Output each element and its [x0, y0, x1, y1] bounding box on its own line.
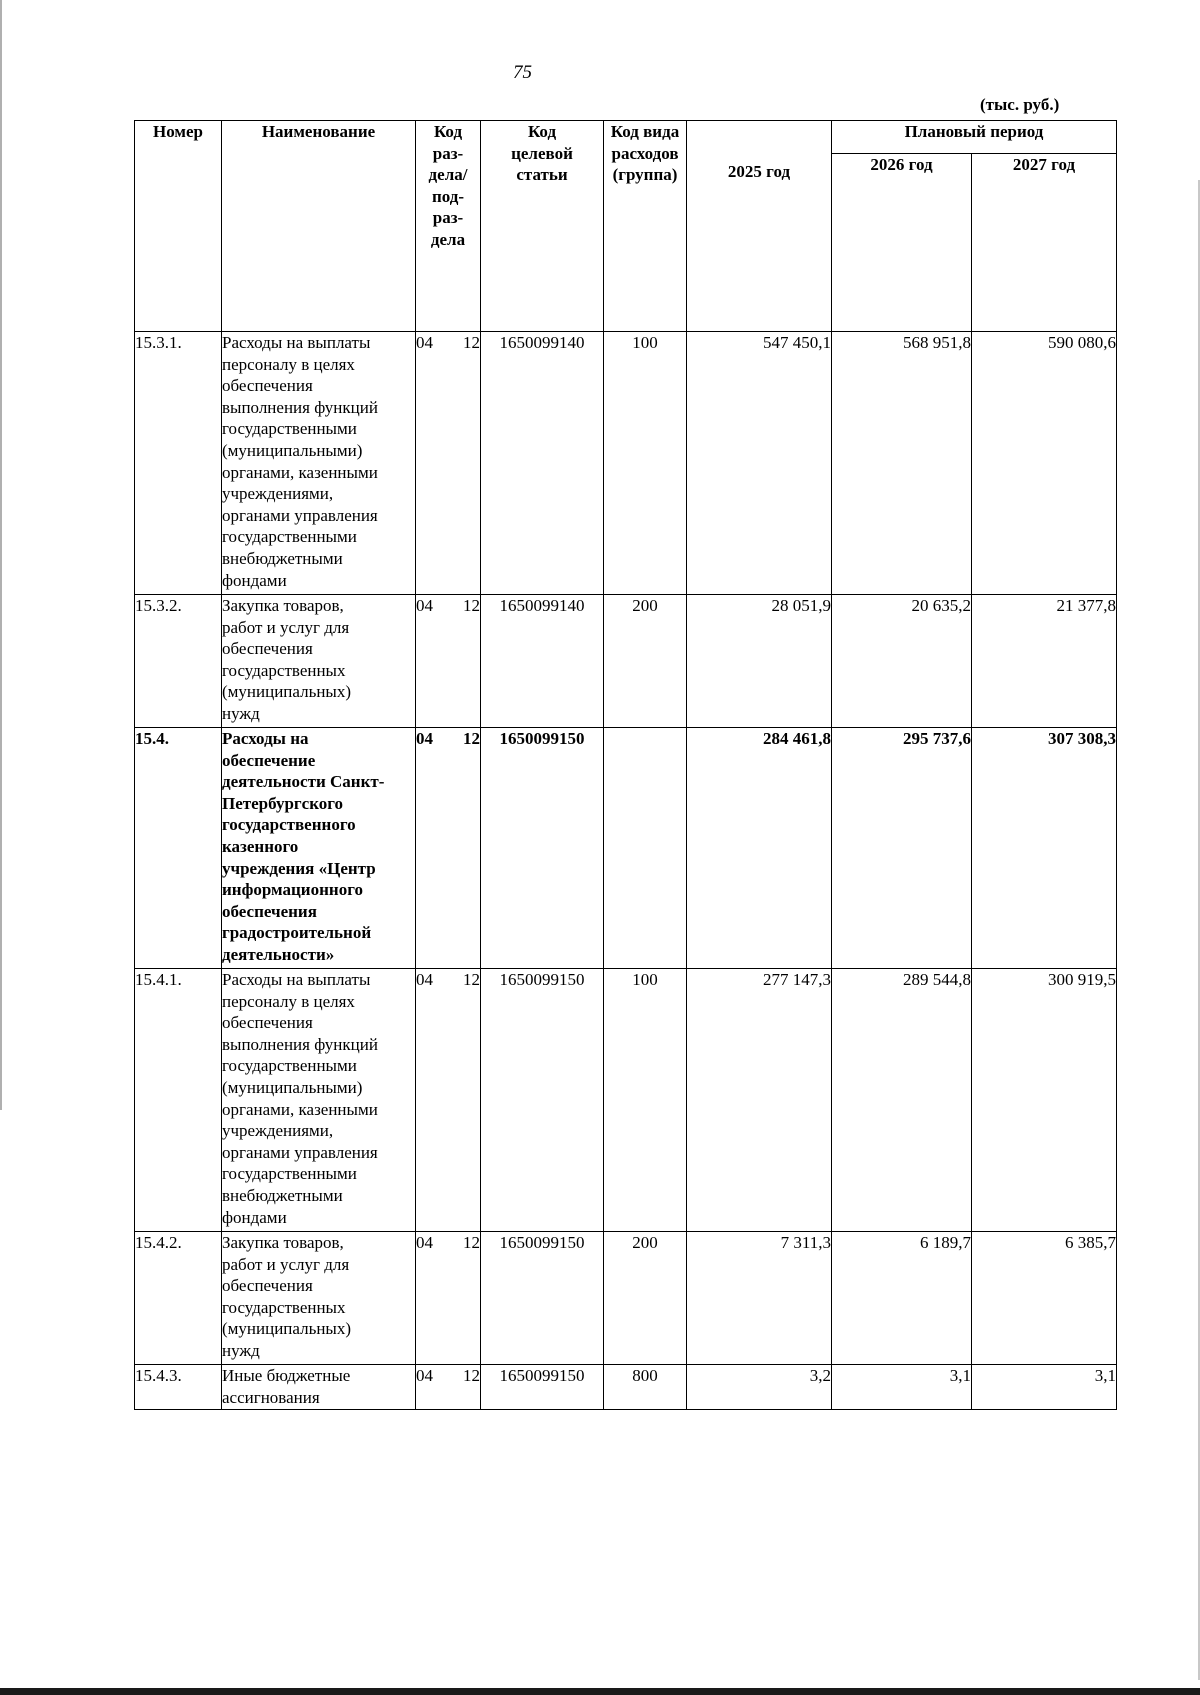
row-section-code	[416, 1365, 481, 1410]
row-name-line: органами управления	[222, 505, 378, 525]
row-name-line: нужд	[222, 703, 260, 723]
header-year-2026: 2026 год	[832, 154, 972, 332]
row-target-code: 1650099140	[481, 332, 604, 595]
row-value-2027: 307 308,3	[972, 728, 1117, 969]
row-subsection: 12	[463, 970, 480, 989]
row-expense-code: 200	[604, 595, 687, 728]
row-name-line: Расходы на выплаты	[222, 333, 371, 352]
row-value-2026: 3,1	[832, 1365, 972, 1410]
table-row	[135, 332, 1117, 595]
row-name-line: государственными	[222, 527, 357, 547]
budget-table	[134, 120, 1117, 1410]
row-name-line: государственными	[222, 1164, 357, 1184]
row-name-line: нужд	[222, 1340, 260, 1360]
row-value-2026: 20 635,2	[832, 595, 972, 728]
row-section-code	[416, 332, 481, 595]
row-section-code	[416, 969, 481, 1232]
row-name-line: государственных	[222, 1297, 346, 1317]
row-name-line: Расходы на	[222, 729, 309, 748]
row-value-2025: 3,2	[687, 1365, 832, 1410]
row-name-line: государственных	[222, 660, 346, 680]
row-value-2027: 590 080,6	[972, 332, 1117, 595]
row-number: 15.4.1.	[135, 969, 222, 1232]
scan-edge-bottom	[0, 1688, 1200, 1695]
row-name-line: фондами	[222, 570, 287, 590]
row-value-2025: 7 311,3	[687, 1232, 832, 1365]
row-name-line: (муниципальных)	[222, 682, 352, 702]
row-target-code: 1650099150	[481, 728, 604, 969]
row-number: 15.4.	[135, 728, 222, 969]
units-label: (тыс. руб.)	[980, 95, 1060, 114]
row-target-code: 1650099140	[481, 595, 604, 728]
row-name-line: государственными	[222, 419, 357, 439]
row-name-line: государственного	[222, 815, 356, 835]
row-name	[222, 969, 416, 1232]
row-section: 04	[416, 1366, 433, 1385]
row-name-line: обеспечения	[222, 376, 313, 396]
table-body	[135, 332, 1117, 1410]
header-name: Наименование	[222, 121, 416, 332]
page-number: 75	[513, 62, 532, 83]
row-value-2026: 6 189,7	[832, 1232, 972, 1365]
row-target-code: 1650099150	[481, 1365, 604, 1410]
row-subsection: 12	[463, 333, 480, 352]
row-name-line: обеспечения	[222, 1276, 313, 1296]
row-name-line: персоналу в целях	[222, 354, 355, 374]
row-expense-code: 100	[604, 332, 687, 595]
row-name-line: работ и услуг для	[222, 617, 350, 637]
table-row	[135, 1232, 1117, 1365]
row-name-line: учреждениями,	[222, 484, 334, 504]
table-row	[135, 595, 1117, 728]
row-name-line: работ и услуг для	[222, 1254, 350, 1274]
row-target-code: 1650099150	[481, 1232, 604, 1365]
row-name-line: Расходы на выплаты	[222, 970, 371, 989]
row-section: 04	[416, 1233, 433, 1252]
row-subsection: 12	[463, 1366, 480, 1385]
row-name-line: органами, казенными	[222, 462, 378, 482]
row-name-line: обеспечения	[222, 901, 317, 921]
row-name-line: учреждения «Центр	[222, 858, 376, 878]
row-name	[222, 332, 416, 595]
row-name-line: выполнения функций	[222, 397, 378, 417]
row-name-line: градостроительной	[222, 923, 372, 943]
scan-edge-left	[0, 0, 2, 1110]
row-name-line: казенного	[222, 836, 299, 856]
row-number: 15.4.2.	[135, 1232, 222, 1365]
row-value-2025: 277 147,3	[687, 969, 832, 1232]
row-subsection: 12	[463, 596, 480, 615]
row-section-code	[416, 1232, 481, 1365]
row-value-2026: 568 951,8	[832, 332, 972, 595]
row-expense-code	[604, 728, 687, 969]
row-value-2026: 289 544,8	[832, 969, 972, 1232]
row-name-line: государственными	[222, 1056, 357, 1076]
row-section: 04	[416, 729, 433, 748]
row-name-line: деятельности»	[222, 944, 335, 964]
row-name-line: внебюджетными	[222, 548, 343, 568]
row-value-2025: 547 450,1	[687, 332, 832, 595]
row-value-2027: 300 919,5	[972, 969, 1117, 1232]
row-name-line: персоналу в целях	[222, 991, 355, 1011]
header-number: Номер	[135, 121, 222, 332]
header-section-code: Код раз- дела/ под- раз- дела	[416, 121, 481, 332]
row-section: 04	[416, 596, 433, 615]
row-subsection: 12	[463, 1233, 480, 1252]
row-name-line: деятельности Санкт-	[222, 772, 385, 792]
header-planning-period: Плановый период	[832, 121, 1117, 154]
header-target-code: Код целевой статьи	[481, 121, 604, 332]
row-value-2025: 28 051,9	[687, 595, 832, 728]
row-name-line: Петербургского	[222, 793, 344, 813]
row-expense-code: 100	[604, 969, 687, 1232]
row-name-line: (муниципальными)	[222, 440, 363, 460]
row-name-line: обеспечение	[222, 750, 316, 770]
table-row	[135, 728, 1117, 969]
row-name	[222, 728, 416, 969]
row-name	[222, 1365, 416, 1410]
table-row	[135, 969, 1117, 1232]
row-name-line: информационного	[222, 880, 363, 900]
row-name-line: обеспечения	[222, 1013, 313, 1033]
row-name-line: органами, казенными	[222, 1099, 378, 1119]
table-row	[135, 1365, 1117, 1410]
row-section-code	[416, 728, 481, 969]
row-subsection: 12	[463, 729, 480, 748]
header-expense-code: Код вида расходов (группа)	[604, 121, 687, 332]
row-name-line: Закупка товаров,	[222, 1233, 344, 1252]
row-value-2027: 6 385,7	[972, 1232, 1117, 1365]
row-name	[222, 1232, 416, 1365]
row-name-line: (муниципальными)	[222, 1077, 363, 1097]
row-expense-code: 800	[604, 1365, 687, 1410]
row-expense-code: 200	[604, 1232, 687, 1365]
header-year-2025: 2025 год	[687, 121, 832, 332]
row-name-line: (муниципальных)	[222, 1319, 352, 1339]
header-year-2027: 2027 год	[972, 154, 1117, 332]
row-number: 15.4.3.	[135, 1365, 222, 1410]
row-value-2027: 3,1	[972, 1365, 1117, 1410]
row-name-line: ассигнования	[222, 1387, 320, 1407]
row-name-line: органами управления	[222, 1142, 378, 1162]
row-name-line: фондами	[222, 1207, 287, 1227]
row-section: 04	[416, 333, 433, 352]
row-value-2027: 21 377,8	[972, 595, 1117, 728]
row-number: 15.3.1.	[135, 332, 222, 595]
row-value-2025: 284 461,8	[687, 728, 832, 969]
row-number: 15.3.2.	[135, 595, 222, 728]
row-name-line: Закупка товаров,	[222, 596, 344, 615]
row-section-code	[416, 595, 481, 728]
row-name-line: обеспечения	[222, 639, 313, 659]
row-section: 04	[416, 970, 433, 989]
header-row-1	[135, 121, 1117, 154]
row-name	[222, 595, 416, 728]
row-value-2026: 295 737,6	[832, 728, 972, 969]
row-name-line: выполнения функций	[222, 1034, 378, 1054]
row-name-line: учреждениями,	[222, 1121, 334, 1141]
row-target-code: 1650099150	[481, 969, 604, 1232]
row-name-line: внебюджетными	[222, 1185, 343, 1205]
row-name-line: Иные бюджетные	[222, 1366, 351, 1385]
